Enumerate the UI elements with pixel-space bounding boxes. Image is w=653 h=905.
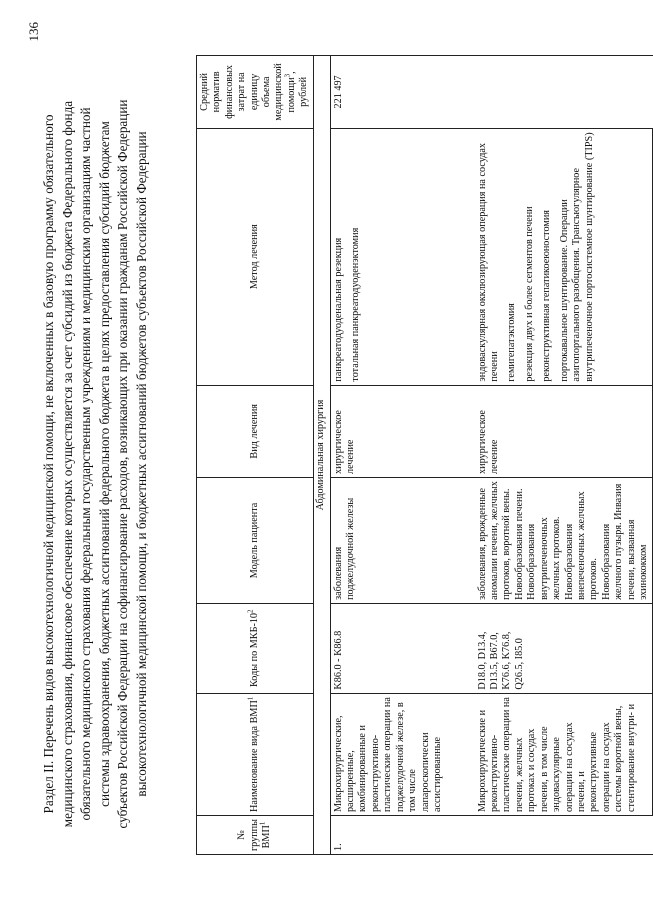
header-vmp-name: Наименование вида ВМП$^1$ <box>197 693 314 815</box>
heading-line: высокотехнологичной медицинской помощи, и бюджетных ассигнований бюджетов субъектов Российской Федерации <box>133 131 149 797</box>
vmp-name: Микрохирургические, расширенные, комбинированные и реконструктивно-пластические операции на поджелудочной железе, в том числе лапароскопически ассистированные <box>330 693 475 815</box>
method-item: панкреатодуоденальная резекция <box>332 237 344 382</box>
header-cost-norm: Средний норматив финансовых затрат на единицу объема медицинской помощи$^3$, рублей <box>197 56 314 129</box>
heading-line: субъектов Российской Федерации на софинансирование расходов, возникающих при оказании гражданам Российской Федерации <box>115 99 131 829</box>
icd-codes: D18.0, D13.4, D13.5, B67.0, K76.6, K76.8, Q26.5, I85.0 <box>475 603 653 693</box>
table-row <box>330 56 475 855</box>
method-item: гемигепатэктомия <box>506 303 518 382</box>
method-item: реконструктивная гепатикоеюностомия <box>541 210 553 382</box>
heading-line: Раздел II. Перечень видов высокотехнологичной медицинской помощи, не включенных в базовую программу обязательного <box>41 114 56 814</box>
method-item: резекция двух и более сегментов печени <box>523 206 535 382</box>
heading-line: системы здравоохранения, бюджетных ассигнований федерального бюджета в целях предоставления субсидий бюджетам <box>96 121 112 807</box>
patient-model: заболевания поджелудочной железы <box>330 477 475 603</box>
treatment-methods <box>475 128 653 385</box>
vmp-name: Микрохирургические и реконструктивно-пластические операции на печени, желчных протоках и сосудах печени, в том числе эндоваскулярные операции на сосудах печени, и реконструктивные операции на сосудах системы воротной вены, стентирование внутри- и <box>475 693 653 815</box>
group-number: 1. <box>330 816 653 855</box>
header-treatment-kind: Вид лечения <box>197 385 314 477</box>
header-patient-model: Модель пациента <box>197 477 314 603</box>
section-title: Абдоминальная хирургия <box>313 56 330 855</box>
method-item: портокавальное шунтирование. Операции азигопортального разобщения. Трансъюгулярное внутрипеченочное портосистемное шунтирование (TIPS) <box>558 132 595 382</box>
cost-norm: 221 497 <box>330 56 653 129</box>
table-header-row <box>197 56 314 855</box>
section-heading <box>40 79 152 849</box>
treatment-kind: хирургическое лечение <box>330 385 475 477</box>
section-row <box>313 56 330 855</box>
method-item: эндоваскулярная окклюзирующая операция на сосудах печени <box>476 142 501 382</box>
patient-model: заболевания, врожденные аномалии печени, желчных протоков, воротной вены. Новообразования печени. Новообразования внутрипеченочных желчных протоков. Новообразования внепеченочных желчных протоков. Новообразования желчного пузыря. Инвазия печени, вызванная эхинококком <box>475 477 653 603</box>
table-row <box>475 56 653 855</box>
treatment-methods <box>330 128 475 385</box>
header-treatment-method: Метод лечения <box>197 128 314 385</box>
method-item: тотальная панкреатодуоденэктомия <box>350 227 362 382</box>
vmp-table <box>196 55 653 855</box>
heading-line: медицинского страхования, финансовое обеспечение которых осуществляется за счет субсидий из бюджета Федерального фонда <box>59 100 75 828</box>
icd-codes: K86.0 - K86.8 <box>330 603 475 693</box>
page-number: 136 <box>26 22 41 42</box>
heading-line: обязательного медицинского страхования федеральным государственным учреждениям и медицинским организациям частной <box>78 107 94 821</box>
treatment-kind: хирургическое лечение <box>475 385 653 477</box>
header-icd-codes: Коды по МКБ-$10^2$ <box>197 603 314 693</box>
header-group-number: № группы ВМП$^1$ <box>197 816 314 855</box>
